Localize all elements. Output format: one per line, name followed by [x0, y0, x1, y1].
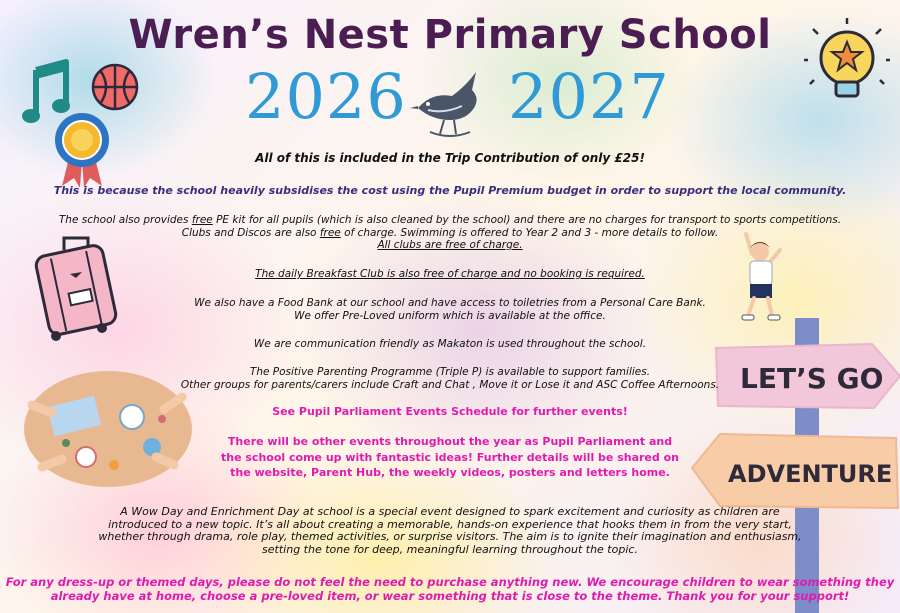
award-rosette-icon — [52, 110, 112, 188]
school-title: Wren’s Nest Primary School — [128, 12, 772, 58]
dress-up-paragraph: For any dress-up or themed days, please do not feel the need to purchase anything new. We encourage children to wear something they already have at home, choose a pre-loved item, or wear something that is close to the theme. Thank you for your support! — [5, 575, 895, 603]
sign-lets-go-text: LET’S GO — [740, 362, 884, 395]
breakfast-club-line: The daily Breakfast Club is also free of charge and no booking is required. — [255, 268, 645, 280]
events-paragraph: There will be other events throughout the year as Pupil Parliament and the school come up with fantastic ideas! Further details will be shared on the website, Parent Hub, the weekly videos, posters and letters home. — [221, 435, 679, 479]
food-bank-paragraph: We also have a Food Bank at our school and have access to toiletries from a Personal Care Bank. We offer Pre-Loved uniform which is available at the office. — [194, 297, 706, 322]
pe-kit-line-1: The school also provides free PE kit for all pupils (which is also cleaned by the school) and there are no charges for transport to sports competitions. — [58, 214, 842, 226]
clubs-free-line: All clubs are free of charge. — [377, 239, 523, 251]
wren-bird-icon — [410, 68, 490, 140]
parenting-paragraph: The Positive Parenting Programme (Triple P) is available to support families. Other groups for parents/carers include Craft and Chat , Move it or Lose it and ASC Coffee Afternoons. — [180, 366, 720, 391]
basketball-icon — [90, 62, 140, 112]
trip-contribution-heading: All of this is included in the Trip Contribution of only £25! — [255, 151, 645, 165]
makaton-line: We are communication friendly as Makaton is used throughout the school. — [253, 338, 647, 350]
year-end: 2027 — [508, 60, 670, 133]
year-start: 2026 — [245, 60, 407, 133]
sign-adventure-text: ADVENTURE — [728, 460, 893, 488]
subsidy-note: This is because the school heavily subsidises the cost using the Pupil Premium budget in order to support the local community. — [53, 184, 847, 197]
clubs-line: Clubs and Discos are also free of charge. Swimming is offered to Year 2 and 3 - more details to follow. — [181, 226, 719, 239]
pe-kit-paragraph — [0, 214, 900, 252]
schedule-line: See Pupil Parliament Events Schedule for further events! — [272, 405, 628, 418]
wow-day-paragraph: A Wow Day and Enrichment Day at school is a special event designed to spark excitement and curiosity as children are introduced to a new topic. It’s all about creating a memorable, hands-on experience that hooks them in from the very start, whether through drama, role play, themed activities, or surprise visitors. The aim is to ignite their imagination and enthusiasm, setting the tone for deep, meaningful learning throughout the topic. — [98, 505, 802, 556]
